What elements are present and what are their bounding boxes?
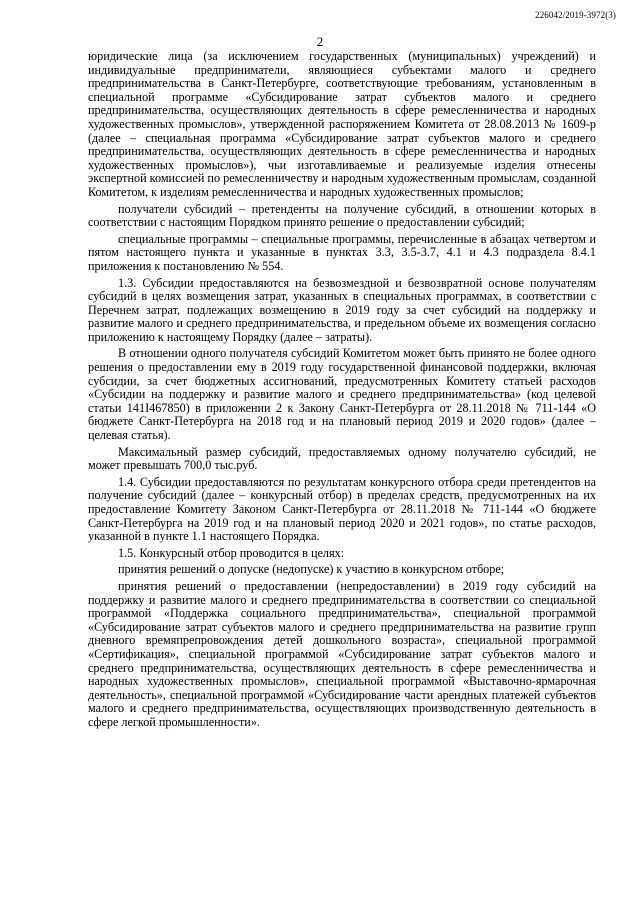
paragraph: Максимальный размер субсидий, предоставляемых одному получателю субсидий, не может превышать 700,0 тыс.руб.	[88, 444, 596, 473]
paragraph: получатели субсидий – претенденты на получение субсидий, в отношении которых в соответствии с настоящим Порядком принято решение о предоставлении субсидий;	[88, 201, 596, 230]
document-code: 226042/2019-3972(3)	[535, 10, 616, 20]
paragraph: 1.4. Субсидии предоставляются по результатам конкурсного отбора среди претендентов на получение субсидий (далее – конкурсный отбор) в пределах средств, предусмотренных на их предоставление Комитету Законом Санкт-Петербурга от 28.11.2018 № 711-144 «О бюджете Санкт-Петербурга на 2019 год и на плановый период 2020 и 2021 годов», по статье расходов, указанной в пункте 1.1 настоящего Порядка.	[88, 474, 596, 544]
document-body	[88, 50, 596, 733]
paragraph: принятия решений о допуске (недопуске) к участию в конкурсном отборе;	[118, 562, 505, 577]
paragraph: В отношении одного получателя субсидий Комитетом может быть принято не более одного решения о предоставлении ему в 2019 году государственной финансовой поддержки, включая субсидии, за счет бюджетных ассигнований, предусмотренных Комитету статьей расходов «Субсидии на поддержку и развитие малого и среднего предпринимательства» (код целевой статьи 141I467850) в приложении 2 к Закону Санкт-Петербурга от 28.11.2018 № 711-144 «О бюджете Санкт-Петербурга на 2018 год и на плановый период 2019 и 2020 годов» (далее – целевая статья).	[88, 346, 596, 443]
paragraph: 1.5. Конкурсный отбор проводится в целях:	[118, 545, 345, 560]
paragraph: принятия решений о предоставлении (непредоставлении) в 2019 году субсидий на поддержку и развитие малого и среднего предпринимательства в соответствии со специальной программой «Поддержка социального предпринимательства», специальной программой «Субсидирование затрат субъектов малого и среднего предпринимательства на развитие групп дневного времяпрепровождения детей дошкольного возраста», специальной программой «Сертификация», специальной программой «Субсидирование затрат субъектов малого и среднего предпринимательства, осуществляющих деятельность в сфере ремесленничества и народных художественных промыслов», специальной программой «Выставочно-ярмарочная деятельность», специальной программой «Субсидирование части арендных платежей субъектов малого и среднего предпринимательства, осуществляющих производственную деятельность в сфере легкой промышленности».	[88, 578, 596, 729]
paragraph: юридические лица (за исключением государственных (муниципальных) учреждений) и индивидуальные предприниматели, являющиеся субъектами малого и среднего предпринимательства в Санкт-Петербурге, соответствующие требованиям, установленным в специальной программе «Субсидирование затрат субъектов малого и среднего предпринимательства, осуществляющих деятельность в сфере ремесленничества и народных художественных промыслов», утвержденной распоряжением Комитета от 28.08.2013 № 1609-р (далее – специальная программа «Субсидирование затрат субъектов малого и среднего предпринимательства, осуществляющих деятельность в сфере ремесленничества и народных художественных промыслов»), чьи изготавливаемые и реализуемые изделия отнесены экспертной комиссией по ремесленничеству и народным художественным промыслам, созданной Комитетом, к изделиям ремесленничества и народных художественных промыслов;	[88, 49, 596, 199]
paragraph: 1.3. Субсидии предоставляются на безвозмездной и безвозвратной основе получателям субсидий в целях возмещения затрат, указанных в специальных программах, в соответствии с Перечнем затрат, подлежащих возмещению в 2019 году за счет субсидий на поддержку и развитие малого и среднего предпринимательства, и предельном объеме их возмещения согласно приложению к настоящему Порядку (далее – затраты).	[88, 275, 596, 344]
paragraph: специальные программы – специальные программы, перечисленные в абзацах четвертом и пятом настоящего пункта и указанные в пунктах 3.3, 3.5-3.7, 4.1 и 4.3 подраздела 8.4.1 приложения к постановлению № 554.	[88, 231, 596, 273]
page-number: 2	[316, 34, 324, 49]
